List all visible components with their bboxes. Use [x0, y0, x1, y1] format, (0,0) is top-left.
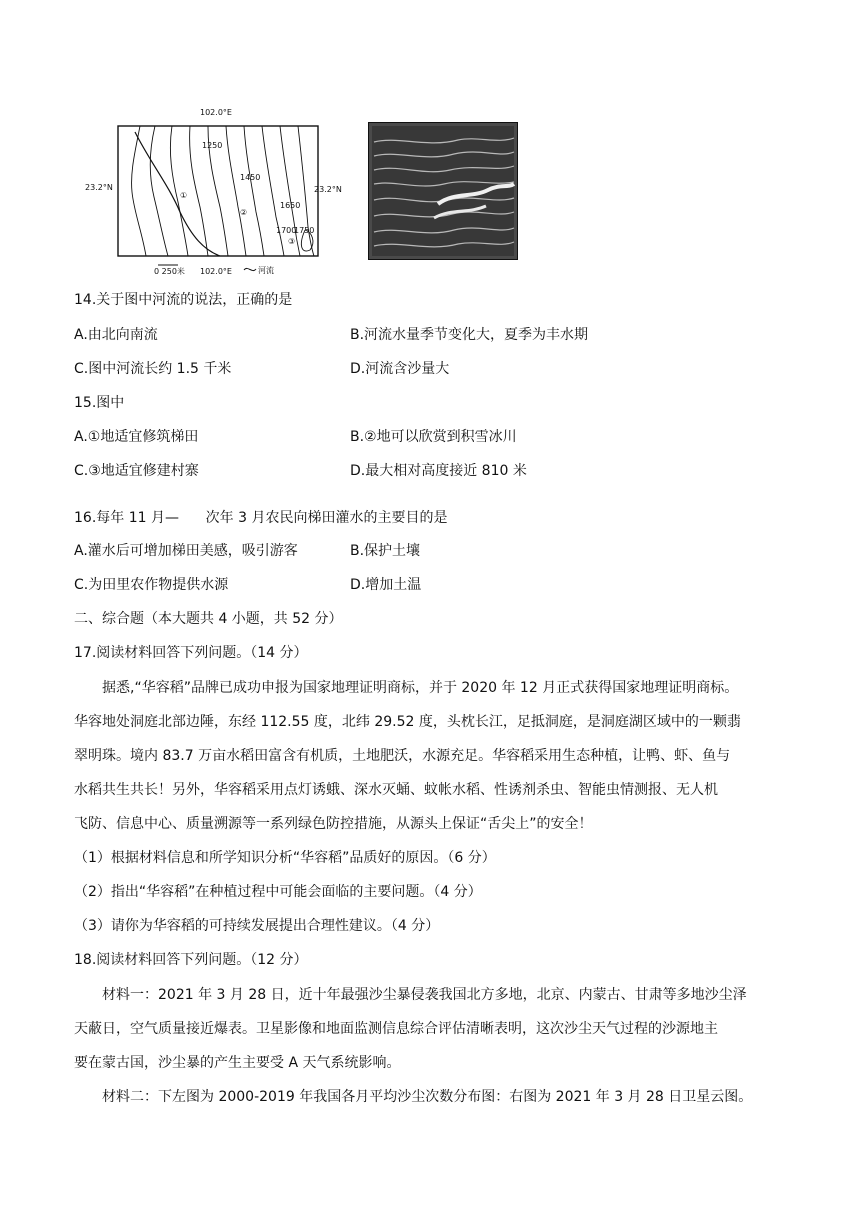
q18-stem: 18.阅读材料回答下列问题。（12 分） — [74, 952, 308, 968]
river-legend-icon — [244, 268, 256, 270]
contour-label-1450: 1450 — [240, 173, 261, 182]
q17-paragraph-4: 水稻共生共长！另外，华容稻采用点灯诱蛾、深水灭蛹、蚊帐水稻、性诱剂杀虫、智能虫情测报、无人机 — [74, 782, 718, 798]
q14-option-a: A.由北向南流 — [74, 327, 158, 343]
q18-material-2: 材料二：下左图为 2000-2019 年我国各月平均沙尘次数分布图：右图为 2021 年 3 月 28 日卫星云图。 — [102, 1089, 753, 1105]
q17-stem: 17.阅读材料回答下列问题。（14 分） — [74, 645, 308, 661]
q14-stem: 14.关于图中河流的说法，正确的是 — [74, 292, 293, 308]
q17-sub-3: （3）请你为华容稻的可持续发展提出合理性建议。（4 分） — [74, 918, 440, 934]
map-lon-bottom: 102.0°E — [200, 267, 232, 276]
q15-stem: 15.图中 — [74, 395, 125, 411]
map-lon-top: 102.0°E — [200, 108, 232, 117]
q14-option-c: C.图中河流长约 1.5 千米 — [74, 361, 232, 377]
point-2: ② — [240, 208, 248, 217]
q15-option-a: A.①地适宜修筑梯田 — [74, 429, 199, 445]
q17-paragraph-1: 据悉,“华容稻”品牌已成功申报为国家地理证明商标，并于 2020 年 12 月正式获得国家地理证明商标。 — [102, 680, 739, 696]
q17-sub-1: （1）根据材料信息和所学知识分析“华容稻”品质好的原因。（6 分） — [74, 850, 496, 866]
q18-material-1c: 要在蒙古国，沙尘暴的产生主要受 A 天气系统影响。 — [74, 1055, 401, 1071]
contour-label-1650: 1650 — [280, 201, 301, 210]
map-lat-left: 23.2°N — [85, 183, 113, 192]
q16-option-c: C.为田里农作物提供水源 — [74, 577, 229, 593]
terrace-photo — [368, 122, 518, 260]
point-3: ③ — [288, 237, 296, 246]
point-1: ① — [180, 191, 188, 200]
q17-sub-2: （2）指出“华容稻”在种植过程中可能会面临的主要问题。（4 分） — [74, 884, 482, 900]
q14-option-b: B.河流水量季节变化大，夏季为丰水期 — [350, 327, 589, 343]
q16-stem: 16.每年 11 月— 次年 3 月农民向梯田灌水的主要目的是 — [74, 510, 448, 526]
q18-material-1b: 天蔽日，空气质量接近爆表。卫星影像和地面监测信息综合评估清晰表明，这次沙尘天气过程的沙源地主 — [74, 1021, 718, 1037]
contour-lines — [132, 126, 314, 256]
contour-map — [80, 102, 345, 282]
map-scale: 0 250米 — [154, 267, 185, 276]
q15-option-b: B.②地可以欣赏到积雪冰川 — [350, 429, 517, 445]
q17-paragraph-2: 华容地处洞庭北部边陲，东经 112.55 度，北纬 29.52 度，头枕长江，足抵洞庭，是洞庭湖区域中的一颗翡 — [74, 714, 741, 730]
q18-material-1a: 材料一：2021 年 3 月 28 日，近十年最强沙尘暴侵袭我国北方多地，北京、内蒙古、甘肃等多地沙尘泽 — [102, 987, 747, 1003]
q15-option-c: C.③地适宜修建村寨 — [74, 463, 199, 479]
q16-option-a: A.灌水后可增加梯田美感，吸引游客 — [74, 543, 298, 559]
q15-option-d: D.最大相对高度接近 810 米 — [350, 463, 527, 479]
section-2-heading: 二、综合题（本大题共 4 小题，共 52 分） — [74, 611, 343, 627]
q17-paragraph-5: 飞防、信息中心、质量溯源等一系列绿色防控措施，从源头上保证“舌尖上”的安全！ — [74, 816, 593, 832]
contour-label-1250: 1250 — [202, 141, 223, 150]
contour-label-1750: 1750 — [294, 226, 315, 235]
q16-option-b: B.保护土壤 — [350, 543, 421, 559]
map-legend-river: 河流 — [258, 266, 274, 275]
q14-option-d: D.河流含沙量大 — [350, 361, 450, 377]
map-lat-right: 23.2°N — [314, 185, 342, 194]
q16-option-d: D.增加土温 — [350, 577, 422, 593]
q17-paragraph-3: 翠明珠。境内 83.7 万亩水稻田富含有机质，土地肥沃，水源充足。华容稻采用生态种植，让鸭、虾、鱼与 — [74, 748, 731, 764]
river-line — [135, 132, 223, 256]
contour-label-1700: 1700 — [276, 226, 297, 235]
